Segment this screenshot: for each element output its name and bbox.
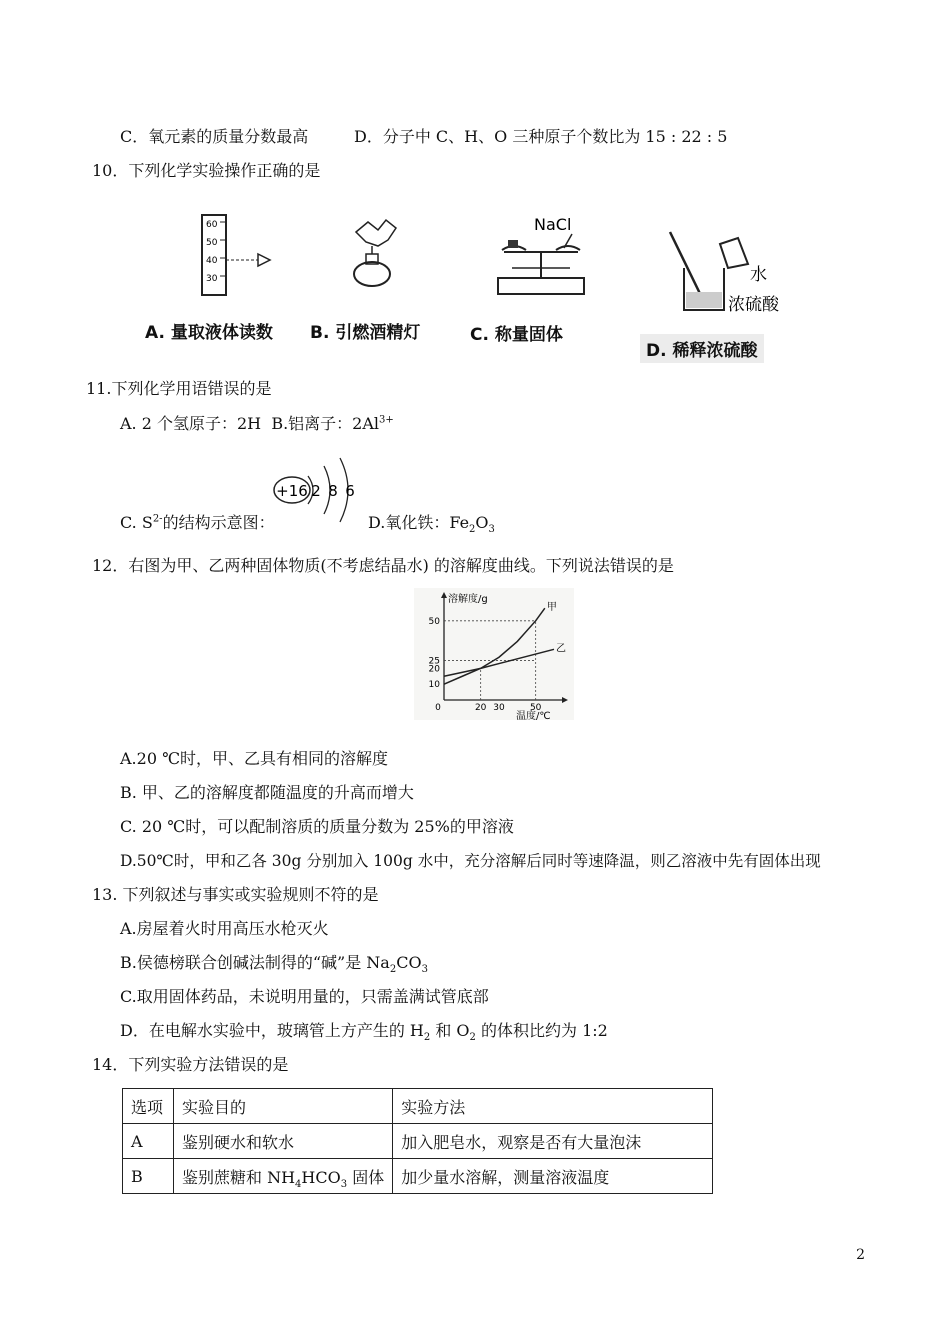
- series-label-1: 乙: [556, 643, 566, 655]
- q11-option-d: D.氧化铁：$Fe_2O_3$: [368, 513, 495, 536]
- y-axis-arrow: [441, 592, 447, 598]
- q13-option-b: B.侯德榜联合创碱法制得的“碱”是 $Na_2CO_3$: [120, 953, 428, 976]
- row-a-goal: 鉴别硬水和软水: [174, 1124, 393, 1159]
- cylinder-tick-40: 40: [206, 256, 218, 266]
- header-goal: 实验目的: [174, 1089, 393, 1124]
- x-tick-label: 50: [529, 703, 542, 713]
- page-number: 2: [856, 1247, 865, 1263]
- y-tick-label: 20: [428, 664, 440, 675]
- q10-caption-d: D. 稀释浓硫酸: [640, 334, 764, 363]
- q10-caption-b: B. 引燃酒精灯: [310, 323, 421, 343]
- q10-caption-c: C. 称量固体: [470, 325, 563, 345]
- dilution-figure: [662, 228, 792, 322]
- x-tick-label: 20: [474, 703, 487, 713]
- atom-nucleus: +16: [276, 482, 308, 500]
- acid-label: 浓硫酸: [728, 295, 779, 315]
- q14-stem: 14．下列实验方法错误的是: [92, 1055, 289, 1074]
- atom-shell-2: 8: [328, 482, 338, 500]
- q9-option-c: C．氧元素的质量分数最高: [120, 127, 309, 146]
- graduated-cylinder-figure: [180, 210, 290, 304]
- header-method: 实验方法: [393, 1089, 713, 1124]
- x-tick-label: 30: [493, 703, 505, 713]
- cylinder-tick-60: 60: [206, 220, 218, 230]
- q10-stem: 10．下列化学实验操作正确的是: [92, 161, 321, 180]
- nacl-label: NaCl: [534, 215, 572, 234]
- q12-option-a: A.20 ℃时，甲、乙具有相同的溶解度: [120, 749, 388, 768]
- series-line-1: [444, 649, 554, 676]
- cylinder-tick-30: 30: [206, 274, 218, 284]
- alcohol-lamp-figure: [338, 212, 418, 296]
- y-tick-label: 10: [428, 680, 440, 691]
- water-label: 水: [750, 265, 767, 285]
- atom-shell-1: 2: [311, 482, 321, 500]
- q11-option-c: C. $S^{2-}$的结构示意图：: [120, 513, 275, 532]
- x-axis-arrow: [562, 697, 568, 703]
- series-label-0: 甲: [546, 602, 557, 614]
- y-axis-label: 溶解度/g: [448, 594, 488, 605]
- sulfur-atom-diagram: [270, 452, 370, 534]
- q13-option-c: C.取用固体药品，未说明用量的，只需盖满试管底部: [120, 987, 489, 1006]
- table-row: [123, 1159, 713, 1194]
- q12-stem: 12．右图为甲、乙两种固体物质(不考虑结晶水) 的溶解度曲线。下列说法错误的是: [92, 556, 674, 575]
- atom-shell-3: 6: [345, 482, 355, 500]
- q14-table: [122, 1088, 713, 1194]
- q11-stem: 11.下列化学用语错误的是: [86, 379, 272, 398]
- y-tick-label: 50: [428, 616, 440, 627]
- x-tick-label: 0: [435, 703, 441, 713]
- row-a-option: A: [123, 1124, 174, 1159]
- cylinder-tick-50: 50: [206, 238, 218, 248]
- row-a-method: 加入肥皂水，观察是否有大量泡沫: [393, 1124, 713, 1159]
- q13-option-a: A.房屋着火时用高压水枪灭火: [120, 919, 329, 938]
- header-option: 选项: [123, 1089, 174, 1124]
- row-b-option: B: [123, 1159, 174, 1194]
- q12-option-c: C. 20 ℃时，可以配制溶质的质量分数为 25%的甲溶液: [120, 817, 514, 836]
- eye-icon: [258, 254, 270, 266]
- q10-caption-a: A. 量取液体读数: [145, 323, 273, 343]
- y-tick-label: 25: [428, 656, 440, 667]
- q13-option-d: D．在电解水实验中，玻璃管上方产生的 $H_2$ 和 $O_2$ 的体积比约为 1:2: [120, 1021, 608, 1044]
- row-b-goal: 鉴别蔗糖和 $NH_4HCO_3$ 固体: [174, 1159, 393, 1194]
- q9-option-d: D．分子中 C、H、O 三种原子个数比为 15 : 22 : 5: [354, 127, 728, 146]
- table-row: [123, 1124, 713, 1159]
- q11-option-ab: A. 2 个氢原子：2H B.铝离子：$2Al^{3+}$: [120, 414, 394, 433]
- row-b-method: 加少量水溶解，测量溶液温度: [393, 1159, 713, 1194]
- q13-stem: 13. 下列叙述与事实或实验规则不符的是: [92, 885, 379, 904]
- solubility-chart: [414, 588, 574, 724]
- q12-option-b: B. 甲、乙的溶解度都随温度的升高而增大: [120, 783, 414, 802]
- balance-figure: [492, 212, 602, 306]
- x-axis-label: 温度/℃: [516, 711, 551, 720]
- table-header-row: [123, 1089, 713, 1124]
- q12-option-d: D.50℃时，甲和乙各 30g 分别加入 100g 水中，充分溶解后同时等速降温，则乙溶液中先有固体出现: [120, 852, 821, 870]
